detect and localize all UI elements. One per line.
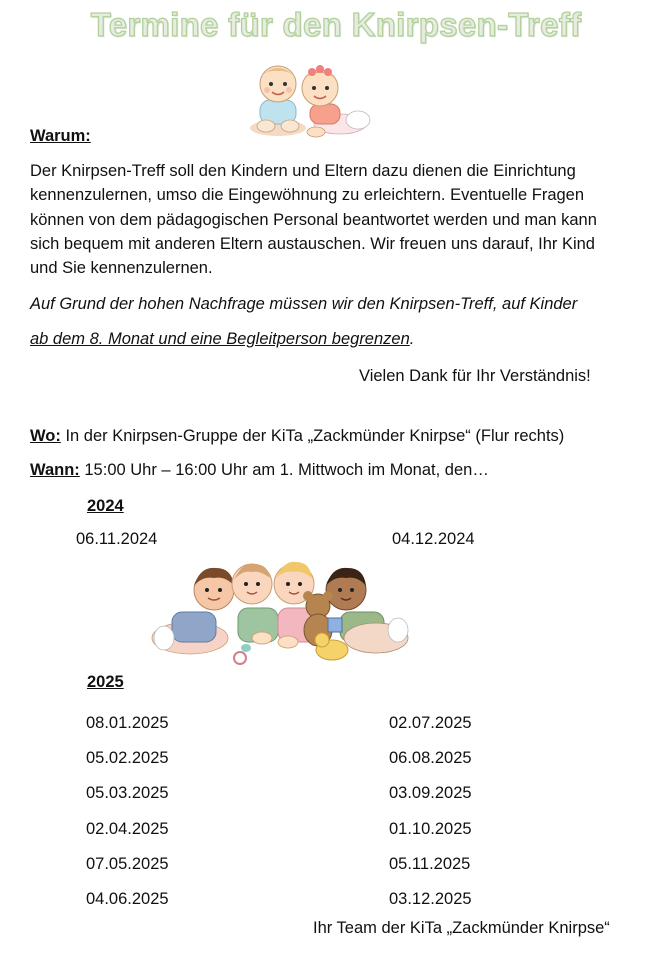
notice-underlined: ab dem 8. Monat und eine Begleitperson begrenzen bbox=[30, 330, 410, 348]
thanks-text: Vielen Dank für Ihr Verständnis! bbox=[359, 367, 591, 385]
wann-label: Wann: bbox=[30, 461, 80, 479]
paragraph-line: können von dem pädagogischen Personal beantwortet werden und man kann bbox=[30, 210, 597, 229]
page-title: Termine für den Knirpsen-Treff bbox=[90, 6, 582, 43]
date-item: 05.02.2025 bbox=[86, 749, 169, 768]
date-item: 04.06.2025 bbox=[86, 890, 169, 909]
date-item: 07.05.2025 bbox=[86, 854, 169, 873]
babies-group-illustration bbox=[150, 556, 412, 670]
paragraph-line: und Sie kennenzulernen. bbox=[30, 259, 213, 278]
wann-text: 15:00 Uhr – 16:00 Uhr am 1. Mittwoch im Monat, den… bbox=[79, 461, 489, 479]
wo-text: In der Knirpsen-Gruppe der KiTa „Zackmünder Knirpse“ (Flur rechts) bbox=[60, 427, 565, 445]
date-item: 05.11.2025 bbox=[389, 854, 471, 873]
paragraph-line: sich bequem mit anderen Eltern austauschen. Wir freuen uns darauf, Ihr Kind bbox=[30, 234, 595, 253]
notice-line-1: Auf Grund der hohen Nachfrage müssen wir den Knirpsen-Treff, auf Kinder bbox=[30, 295, 578, 313]
two-babies-illustration bbox=[244, 62, 374, 140]
date-item: 08.01.2025 bbox=[86, 714, 169, 732]
paragraph-line: kennenzulernen, umso die Eingewöhnung zu erleichtern. Eventuelle Fragen bbox=[30, 186, 585, 205]
dates-2025-right-column bbox=[389, 706, 472, 917]
notice-line-2 bbox=[30, 327, 414, 351]
date-item: 02.04.2025 bbox=[86, 819, 169, 838]
date-item: 02.07.2025 bbox=[389, 714, 472, 732]
dates-2025-left-column bbox=[86, 706, 169, 917]
date-2024-2: 04.12.2024 bbox=[392, 530, 475, 548]
date-item: 05.03.2025 bbox=[86, 784, 169, 803]
date-2024-1: 06.11.2024 bbox=[76, 530, 158, 548]
wo-label: Wo: bbox=[30, 427, 61, 445]
time-line bbox=[30, 458, 489, 482]
notice-period: . bbox=[409, 330, 415, 348]
date-item: 06.08.2025 bbox=[389, 749, 472, 768]
date-item: 01.10.2025 bbox=[389, 819, 472, 838]
signature-text: Ihr Team der KiTa „Zackmünder Knirpse“ bbox=[313, 919, 610, 937]
location-line bbox=[30, 424, 564, 448]
year-2025-heading: 2025 bbox=[87, 673, 124, 691]
year-2024-heading: 2024 bbox=[87, 497, 124, 515]
warum-paragraph bbox=[30, 159, 650, 280]
warum-heading: Warum: bbox=[30, 127, 91, 145]
paragraph-line: Der Knirpsen-Treff soll den Kindern und Eltern dazu dienen die Einrichtung bbox=[30, 162, 576, 180]
date-item: 03.09.2025 bbox=[389, 784, 472, 803]
date-item: 03.12.2025 bbox=[389, 890, 472, 909]
